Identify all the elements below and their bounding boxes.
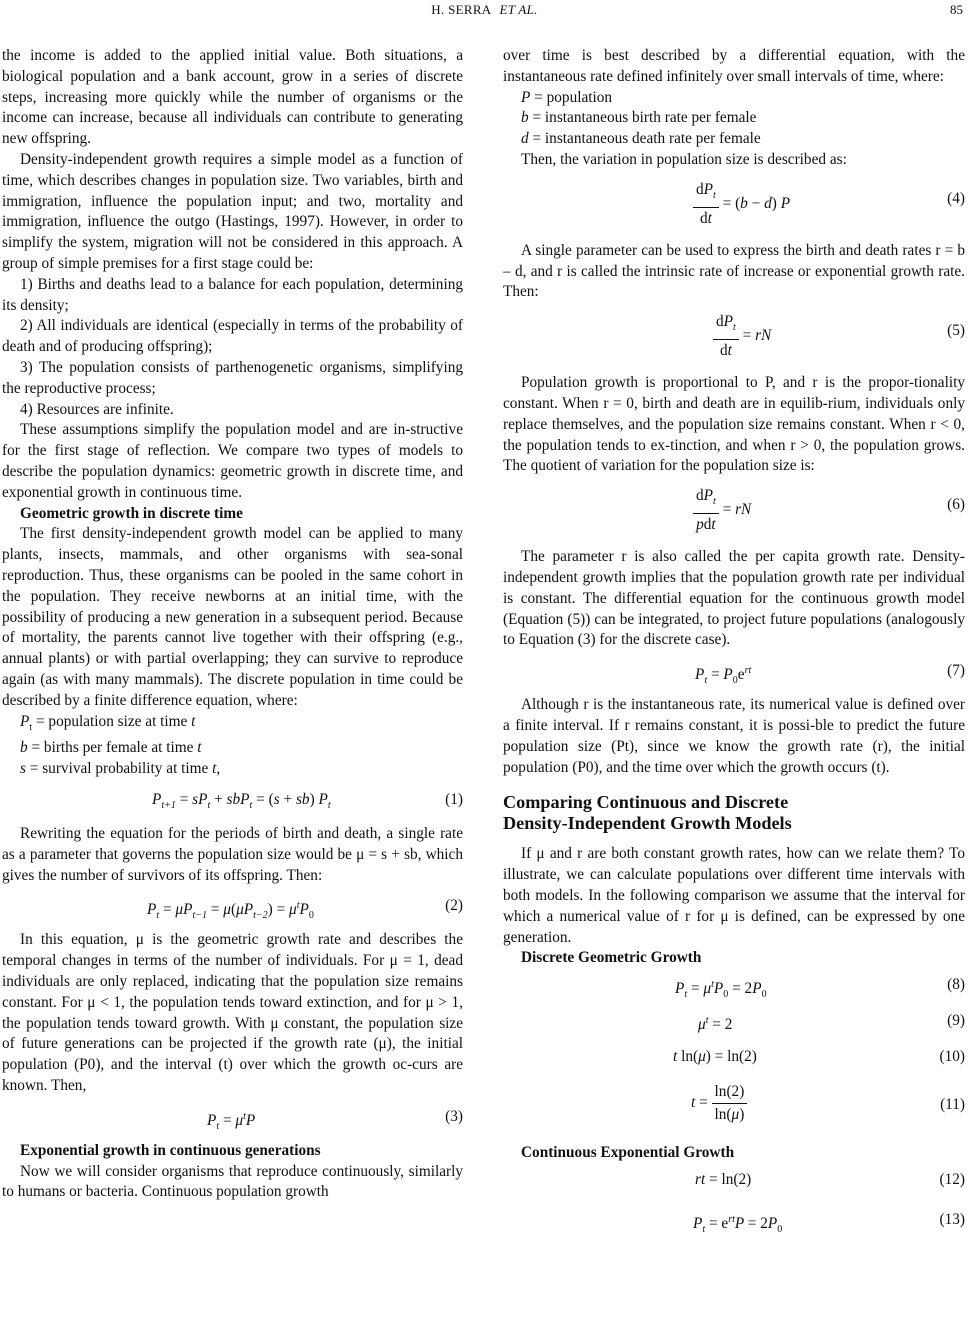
- list-item: 1) Births and deaths lead to a balance for each population, determining its density;: [2, 275, 463, 314]
- list-item: 2) All individuals are identical (especially in terms of the probability of death and of producing offspring);: [2, 317, 463, 356]
- paragraph: Now we will consider organisms that reproduce continuously, similarly to humans or bacteria. Continuous population growth: [2, 1162, 463, 1201]
- equation-3: $P_t = \mu^tP$ (3): [207, 1107, 463, 1132]
- subsection-heading: Discrete Geometric Growth: [521, 949, 702, 967]
- section-heading: Comparing Continuous and Discrete Density-Independent Growth Models: [503, 792, 792, 834]
- equation-11: t = $\frac{\ln(2)}{\ln(\mu)}$ (11): [691, 1083, 965, 1124]
- subsection-heading: Exponential growth in continuous generations: [20, 1141, 321, 1159]
- definition-item: P = population: [521, 88, 613, 106]
- equation-number: (2): [445, 897, 463, 915]
- equation-12: rt = ln(2) (12): [503, 1168, 965, 1196]
- equation-number: (10): [939, 1048, 965, 1066]
- running-head: [0, 2, 969, 18]
- equation-6: $\frac{dP_t}{\text{pdt}}$ = rN (6): [503, 481, 965, 539]
- paragraph: A single parameter can be used to express the birth and death rates r = b – d, and r is called the intrinsic rate of increase or exponential growth rate. Then:: [503, 241, 965, 301]
- equation-2: $P_t = \mu P_{t-1} = \mu(\mu P_{t-2}) = \mu^tP_0$ (2): [147, 897, 463, 922]
- paragraph: Rewriting the equation for the periods of birth and death, a single rate as a parameter that governs the population size would be μ = s + sb, which gives the number of survivors of its offspring. Then:: [2, 824, 463, 884]
- paragraph: the income is added to the applied initial value. Both situations, a biological population and a bank account, grow in a series of discrete steps, increasing more quickly while the number of organisms or the income can increase, because all individuals can contribute to generating new offspring.: [2, 47, 463, 148]
- equation-number: (4): [947, 189, 965, 207]
- paragraph: These assumptions simplify the population model and are in-structive for the first stage of reflection. We compare two types of models to describe the population dynamics: geometric growth in discrete time, and exponential growth in continuous time.: [2, 421, 463, 501]
- page-number: 85: [950, 2, 963, 17]
- list-item: 4) Resources are infinite.: [20, 400, 174, 418]
- paragraph: Population growth is proportional to P, and r is the propor-tionality constant. When r = 0, birth and death are in equilib-rium, individuals only replace themselves, and the population size remains constant. When r < 0, the population tends to ex-tinction, and when r > 0, the population grows. The quotient of variation for the population size is:: [503, 374, 965, 475]
- paragraph: over time is best described by a differential equation, with the instantaneous rate defined infinitely over small intervals of time, where:: [503, 47, 965, 85]
- right-column: [503, 46, 965, 1238]
- equation-number: (3): [445, 1107, 463, 1125]
- list-item: 3) The population consists of parthenogenetic organisms, simplifying the reproductive process;: [2, 358, 463, 397]
- equation-number: (9): [947, 1012, 965, 1030]
- paragraph: Density-independent growth requires a simple model as a function of time, which describes changes in population size. Two variables, birth and immigration, influence the population input; and two, mortality and immigration, influence the outgo (Hastings, 1997). However, in order to simplify the system, migration will not be considered in this approach. A group of simple premises for a first stage could be:: [2, 150, 463, 272]
- definition-item: $P_t$ = population size at time t: [20, 712, 196, 733]
- equation-number: (7): [947, 662, 965, 680]
- paragraph: In this equation, μ is the geometric growth rate and describes the temporal changes in terms of the number of individuals. For μ = 1, dead individuals are only replaced, indicating that the population size remains constant. For μ < 1, the population tends toward extinction, and for μ > 1, the population tends toward growth. With μ constant, the population size of future generations can be projected if the growth rate (μ), the initial population (P0), and the interval (t) over which the growth oc-curs are known. Then,: [2, 931, 463, 1094]
- subsection-heading: Continuous Exponential Growth: [521, 1144, 735, 1162]
- equation-number: (12): [939, 1170, 965, 1188]
- equation-10: t ln(μ) = ln(2) (10): [503, 1045, 965, 1073]
- header-etal: ET AL.: [499, 2, 538, 17]
- paragraph: The first density-independent growth model can be applied to many plants, insects, mammals, and other organisms with sea-sonal reproduction. Thus, these organisms can be pooled in the same cohort in the population. They receive newborns at an initial time, with the possibility of producing a new generation in a subsequent period. Because of mortality, the parents cannot live together with their offspring (e.g., annual plants) or with partial overlapping; they can survive to reproduce again (as with many mammals). The discrete population in time could be described by a finite difference equation, where:: [2, 525, 463, 709]
- equation-4: $\frac{dP_t}{dt}$ = (b − d) P (4): [503, 175, 965, 233]
- definition-item: b = instantaneous birth rate per female: [521, 109, 757, 127]
- definition-item: s = survival probability at time t,: [20, 760, 221, 778]
- paragraph: Although r is the instantaneous rate, its numerical value is defined over a finite interval. If r remains constant, it is possi-ble to predict the future population size (Pt), since we know the growth rate (r), the initial population (P0), and the time over which the growth occurs (t).: [503, 696, 965, 776]
- header-author: H. SERRA: [431, 2, 492, 17]
- left-column: [2, 46, 463, 1203]
- equation-5: $\frac{dP_t}{dt}$ = rN (5): [503, 307, 965, 365]
- equation-7: $P_t = P_0e^{rt}$ (7): [695, 662, 965, 687]
- paragraph: If μ and r are both constant growth rates, how can we relate them? To illustrate, we can calculate populations over different time intervals with both models. In the following comparison we assume that the interval for which a numerical value of r for μ is defined, can be expressed by one generation.: [503, 845, 965, 946]
- equation-9: $\mu^t = 2$ (9): [698, 1012, 965, 1034]
- paragraph: Then, the variation in population size is described as:: [521, 150, 847, 168]
- equation-number: (1): [445, 790, 463, 808]
- definition-item: b = births per female at time t: [20, 739, 202, 757]
- equation-number: (8): [947, 976, 965, 994]
- equation-number: (13): [939, 1210, 965, 1228]
- equation-number: (5): [947, 322, 965, 340]
- equation-number: (11): [940, 1096, 965, 1114]
- equation-8: $P_t = \mu^tP_0 = 2P_0$ (8): [675, 976, 965, 1001]
- subsection-heading: Geometric growth in discrete time: [20, 504, 243, 522]
- page-header: [0, 0, 969, 30]
- definition-item: d = instantaneous death rate per female: [521, 130, 761, 148]
- equation-13: $P_t = e^{rt}P = 2P_0$ (13): [693, 1210, 965, 1236]
- paragraph: The parameter r is also called the per capita growth rate. Density-independent growth implies that the population growth rate per individual is constant. The differential equation for the continuous growth model (Equation (5)) can be integrated, to project future populations (analogously to Equation (3) for the discrete case).: [503, 548, 965, 649]
- equation-1: $P_{t+1} = sP_t + sbP_t = (s + sb)$ $P_t$ (1): [152, 790, 463, 811]
- equation-number: (6): [947, 496, 965, 514]
